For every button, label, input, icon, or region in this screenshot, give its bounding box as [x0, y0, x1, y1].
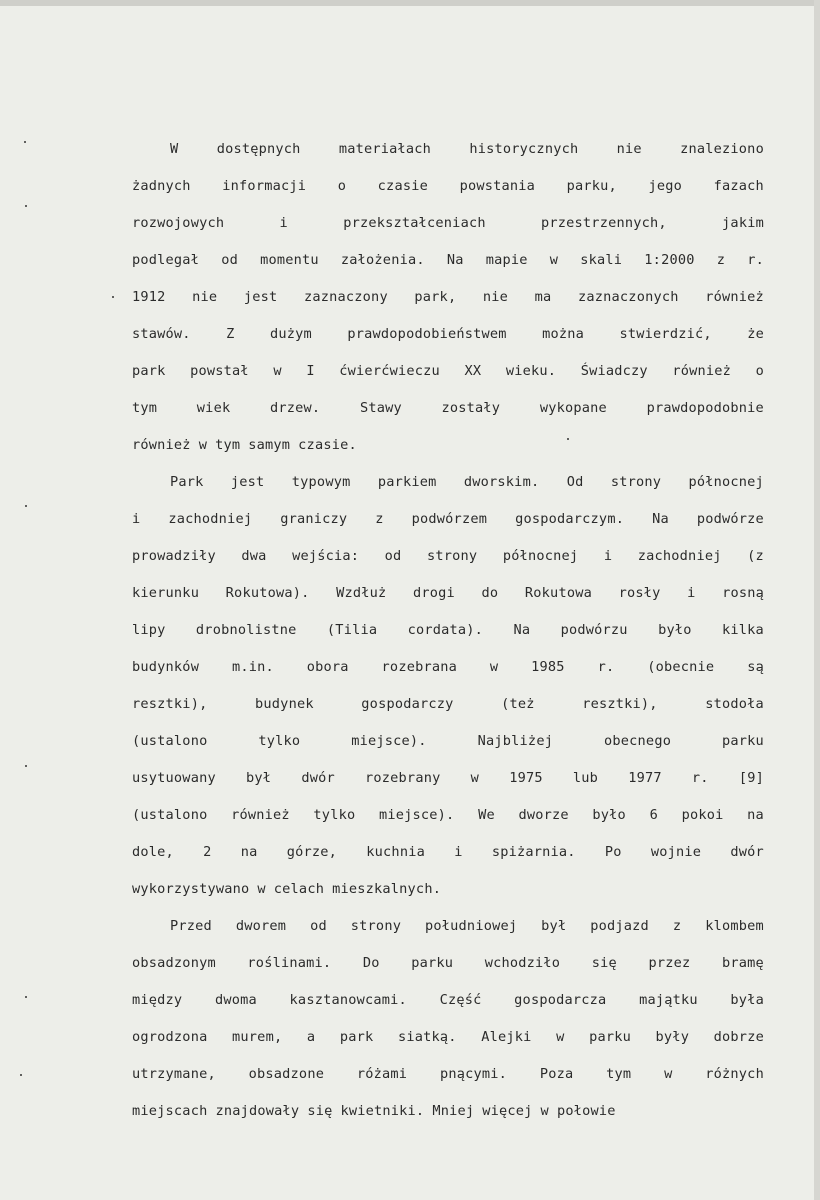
text-line: (ustalono również tylko miejsce). We dworze było 6 pokoi na [132, 807, 764, 823]
margin-dot [25, 505, 27, 507]
text-line: ogrodzona murem, a park siatką. Alejki w parku były dobrze [132, 1029, 764, 1045]
text-line: wykorzystywano w celach mieszkalnych. [132, 881, 442, 897]
margin-dot [25, 205, 27, 207]
text-line: i zachodniej graniczy z podwórzem gospodarczym. Na podwórze [132, 511, 764, 527]
text-line: obsadzonym roślinami. Do parku wchodziło się przez bramę [132, 955, 764, 971]
paragraph [132, 908, 764, 1130]
margin-dot [20, 1074, 22, 1076]
margin-dot [24, 141, 26, 143]
text-line: dole, 2 na górze, kuchnia i spiżarnia. Po wojnie dwór [132, 844, 764, 860]
text-line: również w tym samym czasie. [132, 437, 357, 453]
text-line: między dwoma kasztanowcami. Część gospodarcza majątku była [132, 992, 764, 1008]
margin-dot [112, 296, 114, 298]
text-line: miejscach znajdowały się kwietniki. Mniej więcej w połowie [132, 1103, 616, 1119]
typed-text-body [132, 131, 764, 1130]
text-line: W dostępnych materiałach historycznych nie znaleziono [170, 141, 764, 157]
text-line: resztki), budynek gospodarczy (też resztki), stodoła [132, 696, 764, 712]
margin-dot [25, 996, 27, 998]
text-line: stawów. Z dużym prawdopodobieństwem można stwierdzić, że [132, 326, 764, 342]
text-line: prowadziły dwa wejścia: od strony północnej i zachodniej (z [132, 548, 764, 564]
text-line: tym wiek drzew. Stawy zostały wykopane prawdopodobnie [132, 400, 764, 416]
text-line: Park jest typowym parkiem dworskim. Od strony północnej [170, 474, 764, 490]
text-line: podlegał od momentu założenia. Na mapie w skali 1:2000 z r. [132, 252, 764, 268]
text-line: żadnych informacji o czasie powstania parku, jego fazach [132, 178, 764, 194]
paragraph [132, 464, 764, 908]
text-line: 1912 nie jest zaznaczony park, nie ma zaznaczonych również [132, 289, 764, 305]
text-line: rozwojowych i przekształceniach przestrzennych, jakim [132, 215, 764, 231]
text-line: utrzymane, obsadzone różami pnącymi. Poza tym w różnych [132, 1066, 764, 1082]
text-line: kierunku Rokutowa). Wzdłuż drogi do Rokutowa rosły i rosną [132, 585, 764, 601]
paragraph [132, 131, 764, 464]
text-line: (ustalono tylko miejsce). Najbliżej obecnego parku [132, 733, 764, 749]
text-line: budynków m.in. obora rozebrana w 1985 r. (obecnie są [132, 659, 764, 675]
text-line: usytuowany był dwór rozebrany w 1975 lub 1977 r. [9] [132, 770, 764, 786]
text-line: Przed dworem od strony południowej był podjazd z klombem [170, 918, 764, 934]
text-line: lipy drobnolistne (Tilia cordata). Na podwórzu było kilka [132, 622, 764, 638]
margin-dot [25, 765, 27, 767]
text-line: park powstał w I ćwierćwieczu XX wieku. Świadczy również o [132, 363, 764, 379]
